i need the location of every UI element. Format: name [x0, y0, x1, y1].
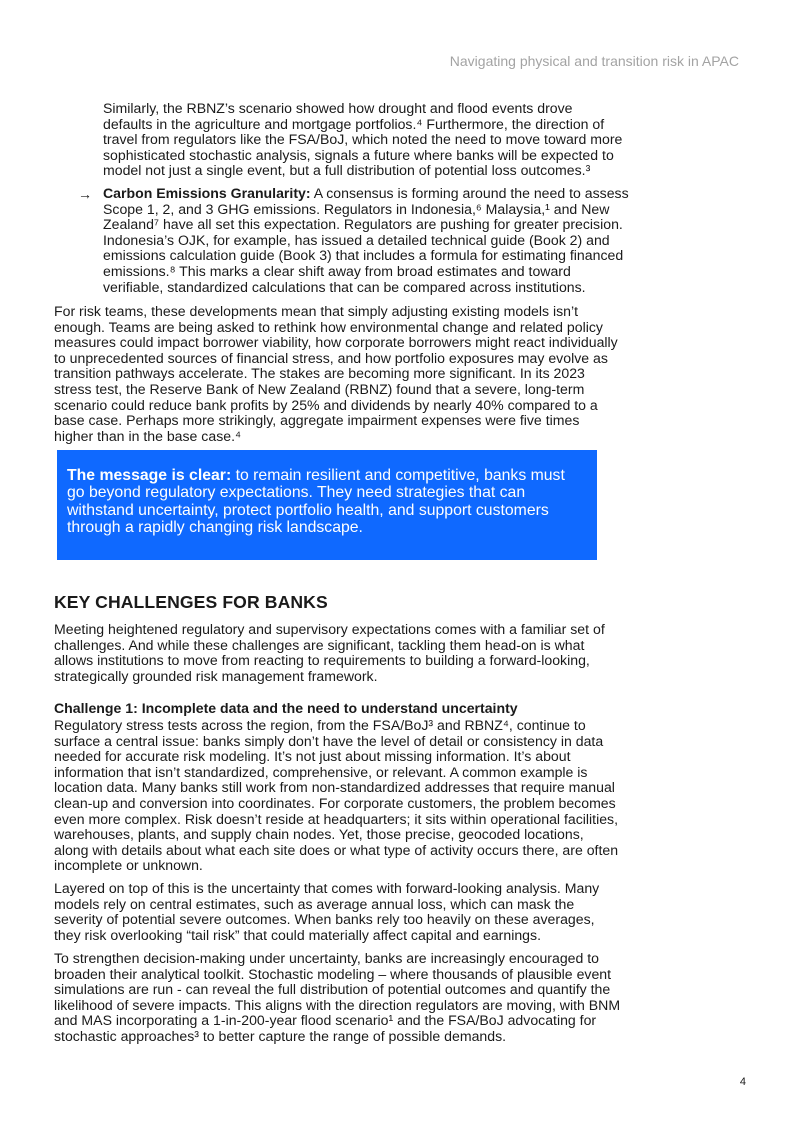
section-title: KEY CHALLENGES FOR BANKS	[54, 592, 328, 612]
bullet-body: A consensus is forming around the need to assess Scope 1, 2, and 3 GHG emissions. Regulators in Indonesia,⁶ Malaysia,¹ and New Zealand⁷ have all set this expectation. Regulators are pushing for greater precision. Indonesia’s OJK, for example, has issued a detailed technical guide (Book 2) and emissions calculation guide (Book 3) that includes a formula for estimating financed emissions.⁸ This marks a clear shift away from broad estimates and toward verifiable, standardized calculations that can be compared across institutions.	[103, 185, 629, 295]
callout-lead: The message is clear:	[67, 467, 232, 484]
arrow-bullet-icon: →	[78, 186, 92, 202]
callout-box	[57, 450, 597, 560]
page-number: 4	[739, 1076, 746, 1088]
section-intro: Meeting heightened regulatory and supervisory expectations comes with a familiar set of challenges. And while these challenges are significant, tackling them head-on is what allows institutions to move from reacting to requirements to building a forward-looking, strategically grounded risk management framework.	[54, 621, 605, 684]
callout-text: to remain resilient and competitive, banks must go beyond regulatory expectations. They need strategies that can withstand uncertainty, protect portfolio health, and support customers through a rapidly changing risk landscape.	[67, 467, 565, 537]
challenge-1-paragraph-1: Regulatory stress tests across the region, from the FSA/BoJ³ and RBNZ⁴, continue to surface a central issue: banks simply don’t have the level of detail or consistency in data needed for accurate risk modeling. It’s not just about missing information. It’s about information that isn’t standardized, comprehensive, or relevant. A common example is location data. Many banks still work from non-standardized addresses that require manual clean-up and conversion into coordinates. For corporate customers, the problem becomes even more complex. Risk doesn’t reside at headquarters; it sits within operational facilities, warehouses, plants, and supply chain nodes. Yet, those precise, geocoded locations, along with details about what each site does or what type of activity occurs there, are often incomplete or unknown.	[54, 717, 619, 874]
challenge-1-title: Challenge 1: Incomplete data and the need to understand uncertainty	[54, 700, 518, 716]
intro-paragraph: Similarly, the RBNZ’s scenario showed how drought and flood events drove defaults in the agriculture and mortgage portfolios.⁴ Furthermore, the direction of travel from regulators like the FSA/BoJ, which noted the need to move toward more sophisticated stochastic analysis, signals a future where banks will be expected to model not just a single event, but a full distribution of potential loss outcomes.³	[103, 100, 623, 179]
running-header: Navigating physical and transition risk in APAC	[449, 53, 739, 69]
challenge-1-paragraph-3: To strengthen decision-making under uncertainty, banks are increasingly encouraged to broaden their analytical toolkit. Stochastic modeling – where thousands of plausible event simulations are run - can reveal the full distribution of potential outcomes and quantify the likelihood of severe impacts. This aligns with the direction regulators are moving, with BNM and MAS incorporating a 1-in-200-year flood scenario¹ and the FSA/BoJ advocating for stochastic approaches³ to better capture the range of possible demands.	[54, 950, 621, 1044]
bullet-lead: Carbon Emissions Granularity:	[103, 185, 311, 201]
risk-teams-paragraph: For risk teams, these developments mean that simply adjusting existing models isn’t enough. Teams are being asked to rethink how environmental change and related policy measures could impact borrower viability, how corporate borrowers might react individually to unprecedented sources of financial stress, and how portfolio exposures may evolve as transition pathways accelerate. The stakes are becoming more significant. In its 2023 stress test, the Reserve Bank of New Zealand (RBNZ) found that a severe, long-term scenario could reduce bank profits by 25% and dividends by nearly 40% compared to a base case. Perhaps more strikingly, aggregate impairment expenses were five times higher than in the base case.⁴	[54, 303, 618, 444]
challenge-1-paragraph-2: Layered on top of this is the uncertainty that comes with forward-looking analysis. Many models rely on central estimates, such as average annual loss, which can mask the severity of potential severe outcomes. When banks rely too heavily on these averages, they risk overlooking “tail risk” that could materially affect capital and earnings.	[54, 880, 600, 943]
bullet-text	[103, 186, 635, 295]
